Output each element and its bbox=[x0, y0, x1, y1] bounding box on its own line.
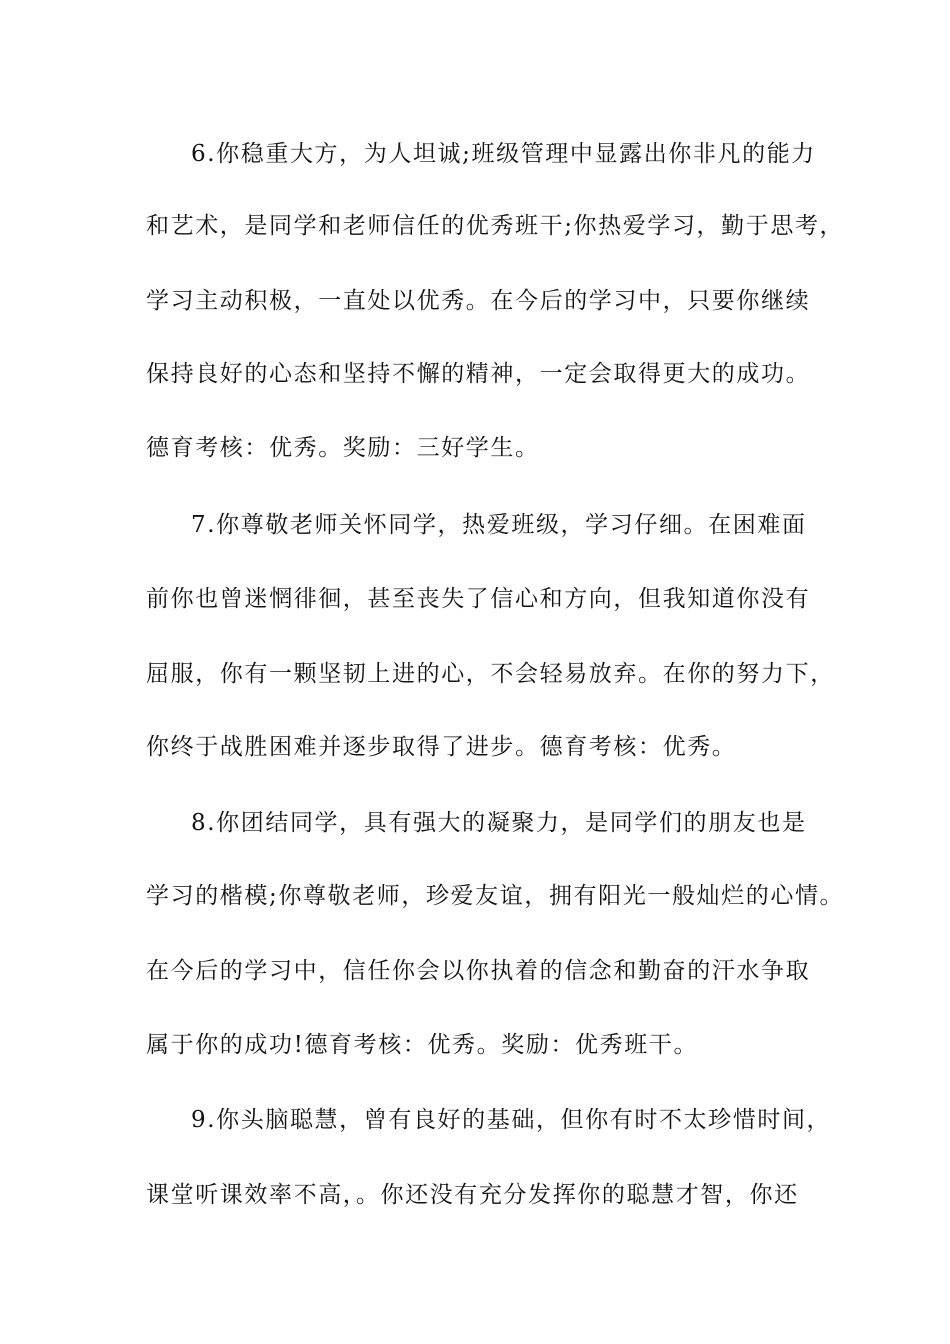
paragraph-7-line-2: 前你也曾迷惘徘徊，甚至丧失了信心和方向，但我知道你没有 bbox=[146, 586, 811, 612]
paragraph-7-line-4: 你终于战胜困难并逐步取得了进步。德育考核：优秀。 bbox=[146, 734, 737, 760]
paragraph-6-line-3: 学习主动积极，一直处以优秀。在今后的学习中，只要你继续 bbox=[146, 288, 811, 314]
paragraph-8-line-3: 在今后的学习中，信任你会以你执着的信念和勤奋的汗水争取 bbox=[146, 958, 811, 984]
paragraph-9-line-2: 课堂听课效率不高，。你还没有充分发挥你的聪慧才智，你还 bbox=[146, 1182, 799, 1208]
paragraph-7-line-1: 7.你尊敬老师关怀同学，热爱班级，学习仔细。在困难面 bbox=[191, 512, 807, 538]
paragraph-8-line-1: 8.你团结同学，具有强大的凝聚力，是同学们的朋友也是 bbox=[191, 810, 807, 836]
paragraph-6-line-1: 6.你稳重大方，为人坦诚;班级管理中显露出你非凡的能力 bbox=[191, 141, 816, 167]
paragraph-8-line-4: 属于你的成功!德育考核：优秀。奖励：优秀班干。 bbox=[146, 1032, 699, 1058]
paragraph-9-line-1: 9.你头脑聪慧，曾有良好的基础，但你有时不太珍惜时间， bbox=[191, 1107, 832, 1133]
paragraph-6-line-5: 德育考核：优秀。奖励：三好学生。 bbox=[146, 435, 540, 461]
paragraph-6-line-2: 和艺术，是同学和老师信任的优秀班干;你热爱学习，勤于思考， bbox=[146, 213, 845, 239]
paragraph-8-line-2: 学习的楷模;你尊敬老师，珍爱友谊，拥有阳光一般灿烂的心情。 bbox=[146, 883, 845, 909]
paragraph-7-line-3: 屈服，你有一颗坚韧上进的心，不会轻易放弃。在你的努力下， bbox=[146, 661, 835, 687]
paragraph-6-line-4: 保持良好的心态和坚持不懈的精神，一定会取得更大的成功。 bbox=[146, 361, 811, 387]
